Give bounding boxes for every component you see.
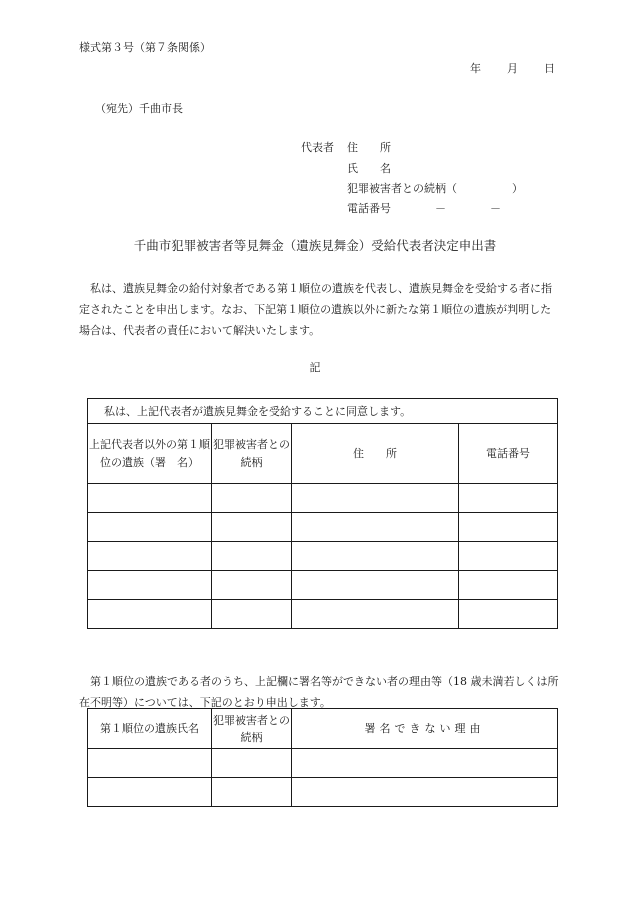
phone-cell[interactable] [459,484,558,513]
consent-table [87,398,558,629]
header-reason: 署名できない理由 [292,709,558,749]
representative-name: 氏 名 [347,162,391,175]
phone-cell[interactable] [459,600,558,629]
consent-notice: 私は、上記代表者が遺族見舞金を受給することに同意します。 [88,399,558,424]
relationship-cell[interactable] [212,749,292,778]
relationship-cell[interactable] [212,542,292,571]
table-row [88,749,558,778]
signature-cell[interactable] [88,600,212,629]
signature-cell[interactable] [88,542,212,571]
header-survivor-name: 第１順位の遺族氏名 [88,709,212,749]
header-relationship: 犯罪被害者との続柄 [212,424,292,484]
table-row [88,513,558,542]
reason-cell[interactable] [292,778,558,807]
body-text: 私は、遺族見舞金の給付対象者である第１順位の遺族を代表し、遺族見舞金を受給する者に指定されたことを申出します。なお、下記第１順位の遺族以外に新たな第１順位の遺族が判明した場合は、代表者の責任において解決いたします。 [79,282,552,337]
date-year: 年 [470,62,481,75]
signature-cell[interactable] [88,513,212,542]
date-month: 月 [507,62,518,75]
table-row [88,778,558,807]
relationship-cell[interactable] [212,484,292,513]
reason-note: 第１順位の遺族である者のうち、上記欄に署名等ができない者の理由等（18 歳未満若しくは所在不明等）については、下記のとおり申出します。 [79,675,559,709]
phone-cell[interactable] [459,571,558,600]
header-other-survivors: 上記代表者以外の第１順位の遺族（署 名） [88,424,212,484]
address-cell[interactable] [292,513,459,542]
table-row [88,484,558,513]
table-row [88,571,558,600]
phone-cell[interactable] [459,513,558,542]
phone-cell[interactable] [459,542,558,571]
address-cell[interactable] [292,571,459,600]
header-relationship: 犯罪被害者との続柄 [212,709,292,749]
document-title: 千曲市犯罪被害者等見舞金（遺族見舞金）受給代表者決定申出書 [133,238,497,253]
relationship-cell[interactable] [212,571,292,600]
address-cell[interactable] [292,484,459,513]
survivor-name-cell[interactable] [88,749,212,778]
representative-relationship: 犯罪被害者との続柄（ ） [347,182,523,195]
date-line [470,63,555,74]
signature-cell[interactable] [88,484,212,513]
ki-label: 記 [309,361,321,374]
address-cell[interactable] [292,600,459,629]
representative-label: 代表者 [301,141,334,154]
representative-phone: 電話番号 － － [347,202,501,215]
representative-address: 住 所 [347,141,391,154]
addressee: （宛先）千曲市長 [95,102,183,115]
date-day: 日 [544,62,555,75]
survivor-name-cell[interactable] [88,778,212,807]
header-phone: 電話番号 [459,424,558,484]
reason-table [87,708,558,807]
header-address: 住 所 [292,424,459,484]
reason-cell[interactable] [292,749,558,778]
relationship-cell[interactable] [212,513,292,542]
signature-cell[interactable] [88,571,212,600]
relationship-cell[interactable] [212,778,292,807]
form-number: 様式第３号（第７条関係） [79,41,211,54]
address-cell[interactable] [292,542,459,571]
table-row [88,542,558,571]
table-row [88,600,558,629]
relationship-cell[interactable] [212,600,292,629]
